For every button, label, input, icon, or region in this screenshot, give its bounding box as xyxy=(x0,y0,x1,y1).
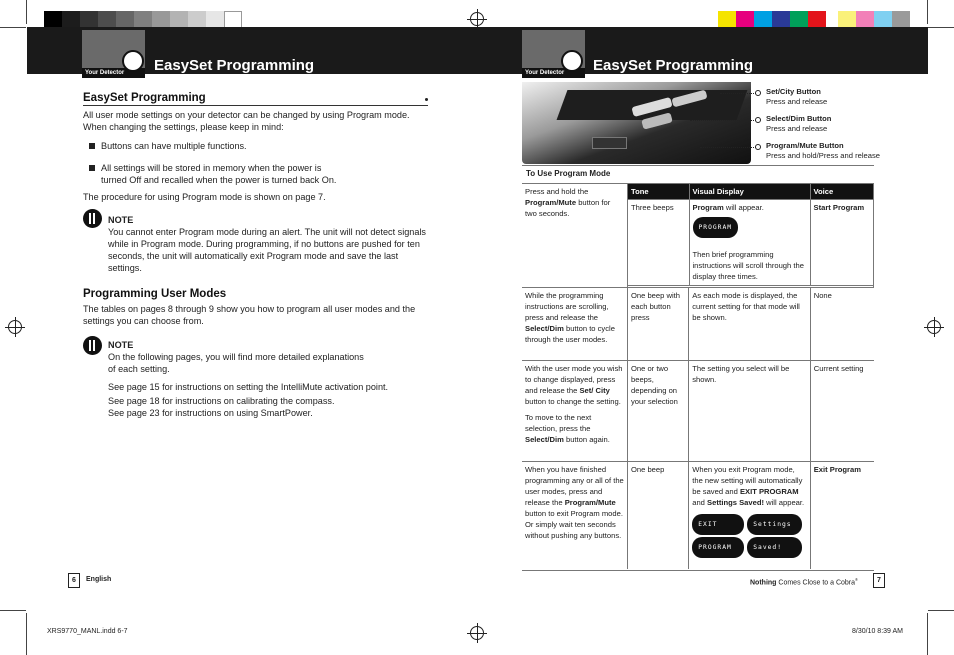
callout-program-mute: Program/Mute Button Press and hold/Press and release xyxy=(766,141,880,160)
note-reference: See page 18 for instructions on calibrating the compass. xyxy=(108,396,335,406)
procedure-text: The procedure for using Program mode is shown on page 7. xyxy=(83,192,326,202)
bullet-icon xyxy=(89,143,95,149)
callout-dot-icon xyxy=(755,144,761,150)
display-readout: Settings xyxy=(747,514,802,535)
heading-rule xyxy=(83,105,428,106)
registration-mark-icon xyxy=(470,626,484,640)
callout-leader xyxy=(720,93,756,94)
note-title: NOTE xyxy=(108,340,134,350)
footer-tagline: Nothing Comes Close to a Cobra® xyxy=(750,577,858,587)
display-readout: Saved! xyxy=(747,537,802,558)
cobra-logo-icon xyxy=(122,50,144,72)
note-text: You cannot enter Program mode during an alert. The unit will not detect signals while in Program mode. During programming, if no buttons are pushed for ten seconds, the unit will automatically exit Program mode and save the last settings. xyxy=(108,227,426,273)
table-row: While the programming instructions are scrolling, press and release the Select/Dim button to cycle through the user modes. One beep with each button press As each mode is displayed, the current setting for that mode will be shown. None xyxy=(522,287,874,360)
callout-leader xyxy=(700,147,756,148)
section-text: The tables on pages 8 through 9 show you how to program all user modes and the settings you can choose from. xyxy=(83,304,416,326)
col-voice: Voice xyxy=(810,184,873,200)
tab-label: Your Detector xyxy=(82,68,145,78)
note-text: On the following pages, you will find more detailed explanations xyxy=(108,352,364,362)
table-row: With the user mode you wish to change displayed, press and release the Set/ City button to change the setting. To move to the next selection, press the Select/Dim button again. One or two beeps, depending on your selection The setting you select will be shown. Current setting xyxy=(522,360,874,461)
page-number: 7 xyxy=(873,573,885,588)
display-readout: PROGRAM xyxy=(693,217,739,238)
language-label: English xyxy=(86,576,112,583)
table-row: Press and hold the Program/Mute button for two seconds. Tone Visual Display Voice Three beeps Program will appear. PROGRAM Then brief programming instructions will scroll through the display three times. Start Program xyxy=(522,184,874,287)
cobra-logo-icon xyxy=(561,50,583,72)
table-title: To Use Program Mode xyxy=(522,166,874,184)
file-info: XRS9770_MANL.indd 6-7 xyxy=(47,628,128,635)
callout-dot-icon xyxy=(755,90,761,96)
bullet-text: turned Off and recalled when the power is turned back On. xyxy=(101,175,337,185)
note-icon xyxy=(83,209,102,228)
bullet-text: Buttons can have multiple functions. xyxy=(101,141,247,151)
registration-mark-icon xyxy=(8,320,22,334)
crop-mark xyxy=(928,610,954,611)
note-reference: See page 23 for instructions on using SmartPower. xyxy=(108,408,313,418)
note-title: NOTE xyxy=(108,215,134,225)
callout-leader xyxy=(690,120,756,121)
crop-mark xyxy=(26,0,27,24)
page-number: 6 xyxy=(68,573,80,588)
note-text: of each setting. xyxy=(108,364,170,374)
section-heading: EasySet Programming xyxy=(83,92,206,104)
crop-mark xyxy=(26,613,27,655)
rule-end-dot xyxy=(425,98,428,101)
tab-label: Your Detector xyxy=(522,68,585,78)
display-readout: EXIT xyxy=(692,514,744,535)
table-row: When you have finished programming any or all of the user modes, press and release the Program/Mute button to exit Program mode. Or simply wait ten seconds without pushing any buttons. One beep When you exit Program mode, the new setting will automatically be saved and EXIT PROGRAM and Settings Saved! will appear. EXIT PROGRAM Settings Saved! Exit Program xyxy=(522,461,874,569)
date-info: 8/30/10 8:39 AM xyxy=(852,628,903,635)
bullet-icon xyxy=(89,165,95,171)
section-heading: Programming User Modes xyxy=(83,288,227,300)
bullet-text: All settings will be stored in memory when the power is xyxy=(101,163,322,173)
callout-select-dim: Select/Dim Button Press and release xyxy=(766,114,832,133)
callout-dot-icon xyxy=(755,117,761,123)
crop-mark xyxy=(927,613,928,655)
crop-mark xyxy=(0,610,26,611)
page-title: EasySet Programming xyxy=(593,57,754,74)
col-visual: Visual Display xyxy=(689,184,810,200)
display-readout: PROGRAM xyxy=(692,537,744,558)
detector-photo xyxy=(522,82,751,164)
crop-mark xyxy=(928,27,954,28)
note-reference: See page 15 for instructions on setting the IntelliMute activation point. xyxy=(108,382,389,392)
callout-set-city: Set/City Button Press and release xyxy=(766,87,828,106)
program-mode-table xyxy=(522,165,874,571)
registration-mark-icon xyxy=(927,320,941,334)
crop-mark xyxy=(927,0,928,24)
intro-paragraph: All user mode settings on your detector can be changed by using Program mode. When changing the settings, please keep in mind: xyxy=(83,110,410,132)
note-icon xyxy=(83,336,102,355)
table-header xyxy=(628,184,873,200)
crop-mark xyxy=(0,27,26,28)
registration-mark-icon xyxy=(470,12,484,26)
page-title: EasySet Programming xyxy=(154,57,315,74)
col-tone: Tone xyxy=(628,184,689,200)
